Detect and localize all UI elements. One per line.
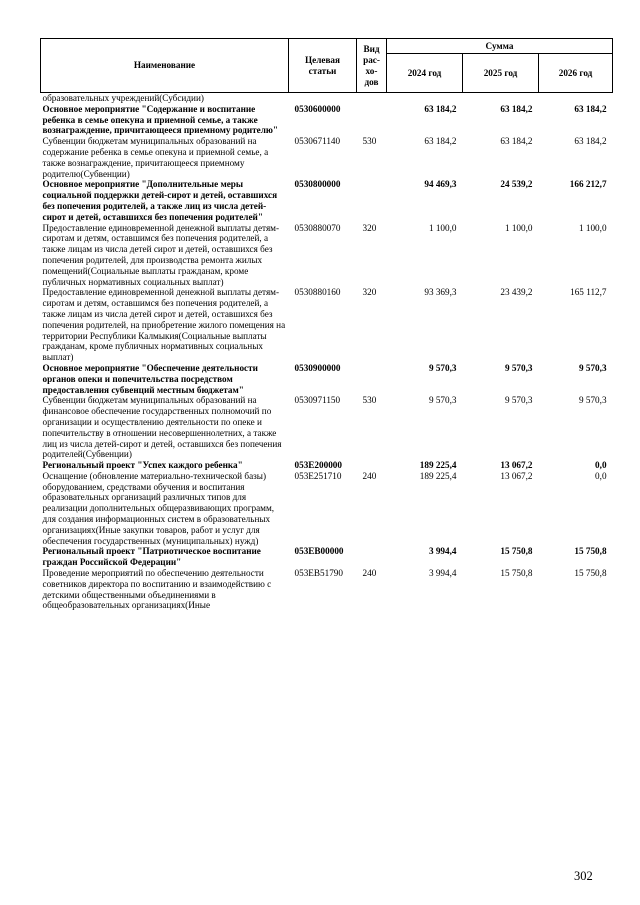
row-name: Основное мероприятие "Содержание и воспитание ребенка в семье опекуна и приемной семье, а также вознаграждение, причитающееся приемному родителю" (42, 103, 279, 136)
row-kind: 320 (362, 222, 377, 233)
row-sum-2026: 0,0 (595, 470, 607, 481)
row-sum-2024: 189 225,4 (419, 470, 457, 481)
row-sum-2024: 63 184,2 (424, 103, 457, 114)
row-sum-2025: 23 439,2 (500, 287, 533, 298)
table-header (41, 39, 613, 93)
row-sum-2026: 15 750,8 (574, 546, 607, 557)
table-row (41, 471, 613, 547)
row-sum-2026: 63 184,2 (574, 136, 607, 147)
row-sum-2024: 9 570,3 (428, 395, 457, 406)
row-sum-2025: 13 067,2 (500, 470, 533, 481)
row-sum-2025: 24 539,2 (500, 179, 533, 190)
row-sum-2026 (539, 93, 613, 104)
row-code: 0530880070 (294, 222, 341, 233)
row-name: Субвенции бюджетам муниципальных образований на финансовое обеспечение государственных полномочий по организации и осуществлению деятельности по опеке и попечительству в отношении несовершеннолетних, а также лиц из числа детей-сирот и детей, оставшихся без попечения родителей(Субвенции) (42, 395, 282, 460)
row-kind (357, 363, 387, 395)
header-name: Наименование (41, 39, 289, 93)
row-sum-2024: 189 225,4 (419, 460, 457, 471)
row-code (289, 93, 357, 104)
row-name: Региональный проект "Успех каждого ребенка" (42, 460, 243, 471)
row-code: 0530600000 (294, 103, 341, 114)
table-row (41, 223, 613, 288)
table-row (41, 363, 613, 395)
row-sum-2025: 9 570,3 (504, 362, 533, 373)
row-sum-2026: 9 570,3 (578, 395, 607, 406)
table-row (41, 136, 613, 179)
row-sum-2025: 15 750,8 (500, 546, 533, 557)
row-kind: 240 (362, 568, 377, 579)
row-code: 053EВ00000 (294, 546, 344, 557)
table-row (41, 93, 613, 104)
row-kind (357, 179, 387, 222)
row-sum-2026: 15 750,8 (574, 568, 607, 579)
row-name: образовательных учреждений(Субсидии) (42, 93, 204, 103)
row-name: Проведение мероприятий по обеспечению деятельности советников директора по воспитанию и взаимодействию с детскими общественными объединениями в общеобразовательных организациях(Иные (42, 568, 272, 611)
row-sum-2024 (387, 93, 463, 104)
row-sum-2024: 94 469,3 (424, 179, 457, 190)
row-code: 0530671140 (294, 136, 341, 147)
row-name: Субвенции бюджетам муниципальных образований на содержание ребенка в семье опекуна и приемной семье, а также вознаграждение, причитающееся приемному родителю(Субвенции) (42, 136, 269, 179)
header-code: Целевая статьи (289, 39, 357, 93)
row-sum-2026: 9 570,3 (578, 362, 607, 373)
row-name: Оснащение (обновление материально-технической базы) оборудованием, средствами обучения и воспитания образовательных организаций различных типов для реализации дополнительных общеразвивающих программ, для создания информационных систем в образовательных организациях(Иные закупки товаров, работ и услуг для обеспечения государственных (муниципальных) нужд) (42, 470, 275, 546)
table-row (41, 460, 613, 471)
row-sum-2025: 63 184,2 (500, 136, 533, 147)
row-name: Предоставление единовременной денежной выплаты детям-сиротам и детям, оставшимся без попечения родителей, а также лицам из числа детей сирот и детей, оставшихся без попечения родителей, на приобретение жилого помещения на территории Республики Калмыкия(Социальные выплаты гражданам, кроме публичных нормативных социальных выплат) (42, 287, 286, 363)
page-number: 302 (574, 869, 593, 883)
row-kind (357, 93, 387, 104)
row-sum-2025: 63 184,2 (500, 103, 533, 114)
row-name: Основное мероприятие "Обеспечение деятельности органов опеки и попечительства посредством предоставления субвенций местным бюджетам" (42, 362, 258, 395)
row-sum-2026: 1 100,0 (578, 222, 607, 233)
row-name: Предоставление единовременной денежной выплаты детям-сиротам и детям, оставшимся без попечения родителей, а также лицам из числа детей сирот и детей, оставшихся без попечения родителей, для производства ремонта жилых помещений(Социальные выплаты гражданам, кроме публичных нормативных социальных выплат) (42, 222, 280, 287)
table-row (41, 568, 613, 611)
row-kind: 240 (362, 470, 377, 481)
row-name: Региональный проект "Патриотическое воспитание граждан Российской Федерации" (42, 546, 261, 568)
row-sum-2026: 0,0 (595, 460, 607, 471)
row-code: 053EВ51790 (294, 568, 343, 579)
row-kind (357, 104, 387, 136)
table-row (41, 179, 613, 222)
row-kind (357, 546, 387, 568)
table-row (41, 395, 613, 460)
row-sum-2025 (463, 93, 539, 104)
row-sum-2024: 3 994,4 (428, 546, 457, 557)
table-body (41, 93, 613, 612)
row-code: 0530880160 (294, 287, 341, 298)
header-year-2026: 2026 год (539, 54, 613, 93)
row-code: 053E200000 (294, 460, 342, 471)
row-kind (357, 460, 387, 471)
budget-table (40, 38, 613, 611)
row-sum-2024: 9 570,3 (428, 362, 457, 373)
row-sum-2025: 9 570,3 (504, 395, 533, 406)
header-sum: Сумма (387, 39, 613, 54)
row-sum-2025: 13 067,2 (500, 460, 533, 471)
row-sum-2024: 1 100,0 (428, 222, 457, 233)
table-row (41, 287, 613, 363)
row-code: 0530971150 (294, 395, 341, 406)
header-year-2025: 2025 год (463, 54, 539, 93)
header-kind: Вид рас-хо-дов (357, 39, 387, 93)
row-sum-2025: 1 100,0 (504, 222, 533, 233)
row-sum-2024: 3 994,4 (428, 568, 457, 579)
row-sum-2024: 93 369,3 (424, 287, 457, 298)
row-sum-2026: 165 112,7 (570, 287, 607, 298)
row-kind: 530 (362, 395, 377, 406)
row-kind: 530 (362, 136, 377, 147)
table-row (41, 546, 613, 568)
row-sum-2025: 15 750,8 (500, 568, 533, 579)
header-year-2024: 2024 год (387, 54, 463, 93)
row-sum-2026: 63 184,2 (574, 103, 607, 114)
row-code: 053E251710 (294, 470, 342, 481)
table-row (41, 104, 613, 136)
row-sum-2026: 166 212,7 (569, 179, 607, 190)
row-name: Основное мероприятие "Дополнительные меры социальной поддержки детей-сирот и детей, оставшихся без попечения родителей, а также лиц из числа детей-сирот и детей, оставшихся без попечения родителей" (42, 179, 278, 222)
row-code: 0530800000 (294, 179, 341, 190)
row-sum-2024: 63 184,2 (424, 136, 457, 147)
row-kind: 320 (362, 287, 377, 298)
row-code: 0530900000 (294, 362, 341, 373)
